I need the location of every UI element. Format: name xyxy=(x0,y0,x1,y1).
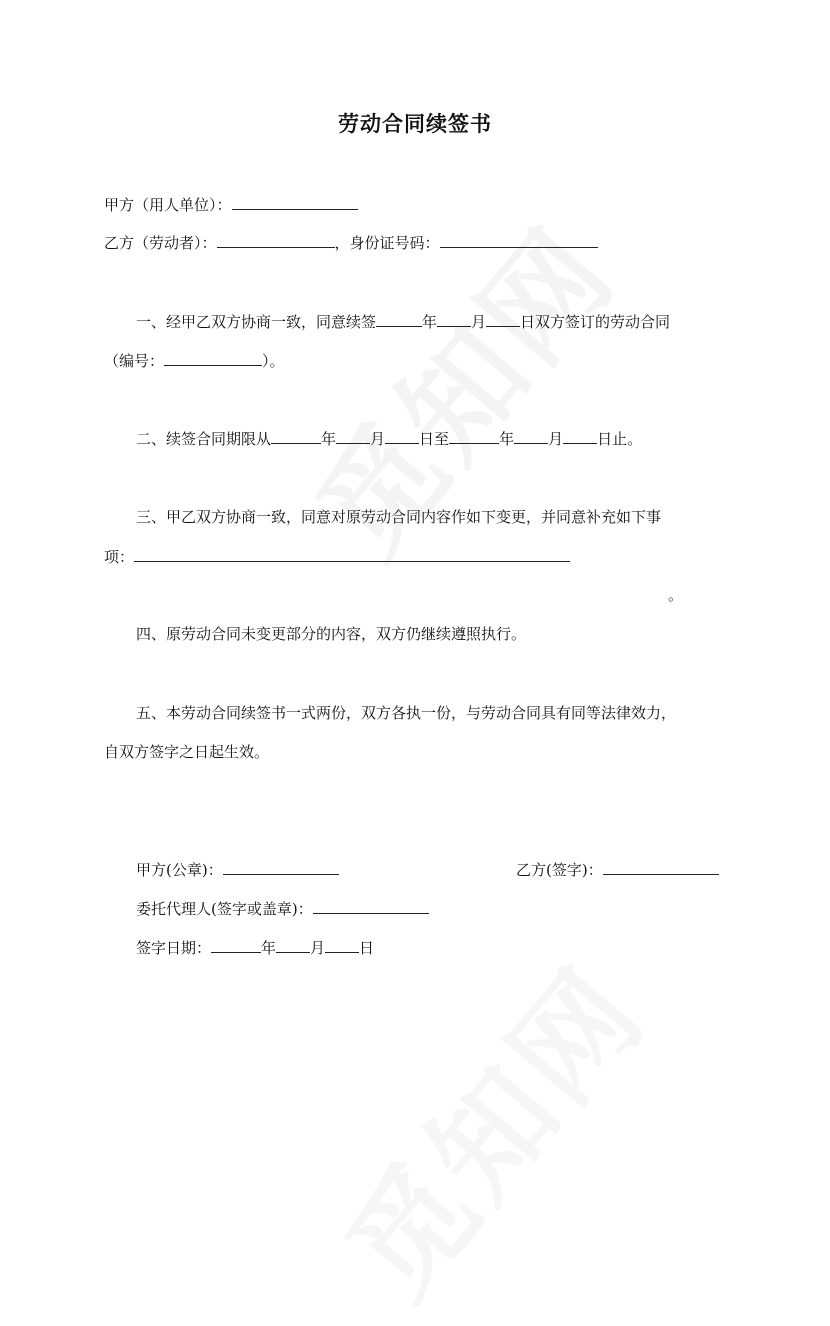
clause-3-items-label: 项： xyxy=(104,548,135,566)
sign-date-line xyxy=(136,937,374,958)
clause-4-line xyxy=(136,624,526,644)
agent-line xyxy=(136,898,429,919)
clause-1-year-blank[interactable] xyxy=(376,311,422,327)
clause-3-items-blank[interactable] xyxy=(134,546,570,562)
clause-5-text: 五、本劳动合同续签书一式两份，双方各执一份，与劳动合同具有同等法律效力， xyxy=(136,704,677,722)
id-number-blank[interactable] xyxy=(440,232,598,248)
clause-2-to-label: 日至 xyxy=(419,430,450,448)
clause-5-line-2 xyxy=(104,742,269,762)
clause-1-text: 一、经甲乙双方协商一致，同意续签 xyxy=(136,313,377,331)
clause-1-year-label: 年 xyxy=(422,313,438,331)
document-title: 劳动合同续签书 xyxy=(338,111,492,136)
clause-2-text: 二、续签合同期限从 xyxy=(136,430,272,448)
clause-2-end-month-blank[interactable] xyxy=(514,428,548,444)
clause-1-month-blank[interactable] xyxy=(437,311,471,327)
clause-2-end-day-blank[interactable] xyxy=(563,428,597,444)
clause-3-line-3 xyxy=(668,585,683,605)
clause-3-end-mark: 。 xyxy=(668,586,684,604)
party-a-line xyxy=(104,194,358,215)
clause-2-start-month-label: 月 xyxy=(370,430,386,448)
clause-2-line xyxy=(136,428,642,449)
sign-date-label: 签字日期： xyxy=(136,939,212,957)
clause-2-start-year-blank[interactable] xyxy=(271,428,321,444)
clause-5-text-cont: 自双方签字之日起生效。 xyxy=(104,743,270,761)
watermark-graphic-bottom xyxy=(302,926,677,1326)
party-a-seal-label: 甲方(公章)： xyxy=(136,861,223,879)
clause-1-day-blank[interactable] xyxy=(486,311,520,327)
sign-date-month-blank[interactable] xyxy=(276,937,310,953)
party-b-line xyxy=(104,232,598,253)
party-a-label: 甲方（用人单位）： xyxy=(104,196,232,214)
sign-date-month-label: 月 xyxy=(310,939,326,957)
party-a-blank[interactable] xyxy=(232,194,358,210)
sign-date-year-blank[interactable] xyxy=(211,937,261,953)
agent-blank[interactable] xyxy=(313,898,429,914)
contract-number-label: （编号： xyxy=(104,352,165,370)
clause-3-text: 三、甲乙双方协商一致，同意对原劳动合同内容作如下变更，并同意补充如下事 xyxy=(136,508,662,526)
party-b-sign-blank[interactable] xyxy=(603,859,719,875)
id-number-label: ，身份证号码： xyxy=(334,234,440,252)
party-b-blank[interactable] xyxy=(217,232,335,248)
clause-1-day-text: 日双方签订的劳动合同 xyxy=(520,313,671,331)
party-b-sign-line xyxy=(516,859,719,880)
sign-date-day-label: 日 xyxy=(359,939,375,957)
clause-2-start-month-blank[interactable] xyxy=(336,428,370,444)
contract-number-blank[interactable] xyxy=(164,350,262,366)
clause-2-end-year-label: 年 xyxy=(499,430,515,448)
party-a-seal-line xyxy=(136,859,339,880)
clause-1-month-label: 月 xyxy=(471,313,487,331)
clause-1-line-1 xyxy=(136,311,670,332)
party-b-label: 乙方（劳动者）： xyxy=(104,234,217,252)
clause-3-line-2 xyxy=(104,546,570,567)
clause-1-line-2 xyxy=(104,350,285,371)
clause-4-text: 四、原劳动合同未变更部分的内容，双方仍继续遵照执行。 xyxy=(136,625,527,643)
clause-2-start-year-label: 年 xyxy=(321,430,337,448)
clause-2-end-month-label: 月 xyxy=(548,430,564,448)
clause-2-end-text: 日止。 xyxy=(597,430,643,448)
clause-2-end-year-blank[interactable] xyxy=(449,428,499,444)
clause-5-line-1 xyxy=(136,703,676,723)
sign-date-day-blank[interactable] xyxy=(325,937,359,953)
party-a-seal-blank[interactable] xyxy=(223,859,339,875)
clause-3-line-1 xyxy=(136,507,661,527)
sign-date-year-label: 年 xyxy=(261,939,277,957)
agent-label: 委托代理人(签字或盖章)： xyxy=(136,900,313,918)
clause-2-start-day-blank[interactable] xyxy=(385,428,419,444)
party-b-sign-label: 乙方(签字)： xyxy=(516,861,603,879)
contract-number-close: ）。 xyxy=(262,352,285,370)
